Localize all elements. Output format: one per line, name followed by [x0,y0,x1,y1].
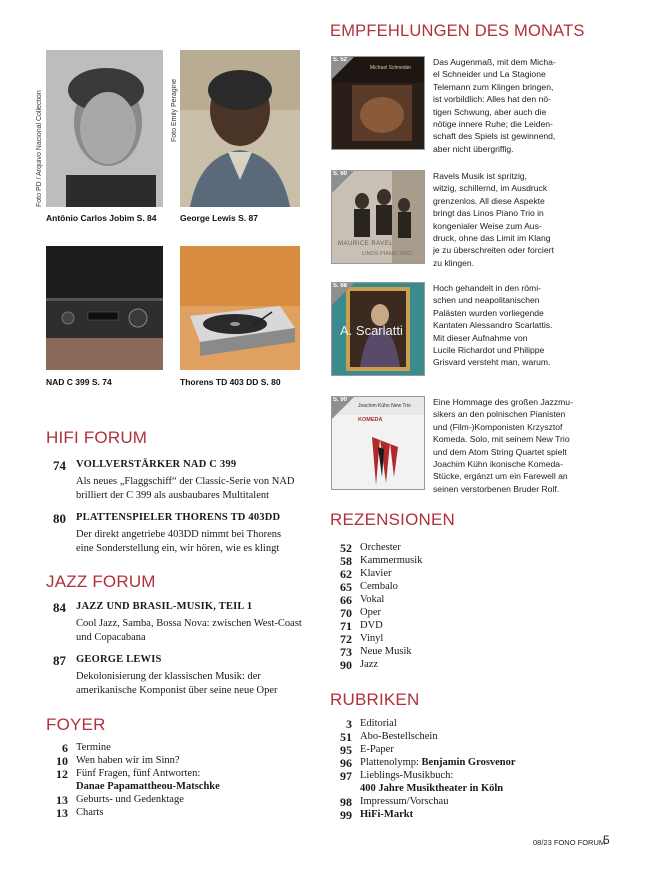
album-cover-text: Joachim Kühn New Trio [358,403,411,409]
photo-thorens [180,246,300,370]
text-line: Mit dieser Aufnahme von [433,332,528,343]
list-item [322,783,622,796]
rezensionen-list [322,542,622,672]
section-title-rezensionen: REZENSIONEN [330,510,455,529]
feature-body [76,475,295,503]
section-title-rubriken: RUBRIKEN [330,690,420,709]
feature-page-number: 74 [53,458,66,473]
list-item-label: Danae Papamattheou-Matschke [76,781,220,792]
text-line: Stücke, ergänzt um ein Farewell an [433,471,568,482]
list-item-page: 58 [340,554,352,568]
feature-thorens [40,511,310,557]
list-item-label: Geburts- und Gedenktage [76,794,184,805]
magazine-name: FONO FORUM [553,838,606,847]
list-item [38,781,298,794]
caption-lewis: George Lewis S. 87 [180,213,258,223]
feature-jazz-brasil [40,600,310,646]
list-item-page: 73 [340,645,352,659]
list-item-page: 6 [62,741,68,755]
list-item-page: 96 [340,756,352,770]
foyer-list [38,742,298,820]
photo-jobim [46,50,163,207]
feature-body [76,617,302,645]
list-item-page: 72 [340,632,352,646]
list-item-label: Klavier [360,568,392,579]
list-item-page: 97 [340,769,352,783]
list-item-label: 400 Jahre Musiktheater in Köln [360,783,504,794]
list-item-page: 65 [340,580,352,594]
list-item-page: 90 [340,658,352,672]
text-line: Eine Hommage des großen Jazzmu- [433,397,573,407]
recommendation-text [433,282,552,369]
feature-heading: VOLLVERSTÄRKER NAD C 399 [76,459,237,470]
issue-number: 08/23 [533,838,552,847]
list-item [322,555,622,568]
text-line: Hoch gehandelt in den römi- [433,283,541,293]
page-badge-text: S. 60 [333,171,348,177]
feature-heading: PLATTENSPIELER THORENS TD 403DD [76,512,281,523]
list-item-label [360,757,516,768]
feature-heading: JAZZ UND BRASIL-MUSIK, TEIL 1 [76,601,253,612]
list-item [322,594,622,607]
text-line: Joachim Kühn ikonische Komeda- [433,459,563,470]
list-item-page: 95 [340,743,352,757]
text-line: nötige innere Ruhe; die Leiden- [433,119,553,130]
list-item-label: Charts [76,807,104,818]
page-badge-text: S. 68 [333,283,348,289]
text-line: und (Film-)Komponisten Krzysztof [433,421,563,432]
list-item [322,718,622,731]
list-item [322,646,622,659]
album-cover-text: Michael Schneider [370,65,412,71]
list-item [38,794,298,807]
list-item-label-bold: Benjamin Grosvenor [421,757,516,768]
text-line: ist vorbildlich: Alles hat den nö- [433,94,551,105]
list-item [322,757,622,770]
text-line: Komeda. Solo, mit seinem New Trio [433,434,570,445]
text-line: Grisvard versteht man, warum. [433,357,551,368]
list-item-label: Editorial [360,718,397,729]
feature-heading: GEORGE LEWIS [76,654,162,665]
feature-body-line: Dekolonisierung der klassischen Musik: der [76,671,261,682]
photo-credit-lewis: Foto Emily Peragine [171,78,178,142]
text-line: schen und neapolitanischen [433,295,540,306]
list-item-label: Vinyl [360,633,384,644]
feature-body-line: brilliert der C 399 als ausbaubares Multitalent [76,490,270,501]
feature-body [76,670,277,698]
list-item-label: Kammermusik [360,555,423,566]
feature-george-lewis [40,653,310,699]
list-item-page: 3 [346,717,352,731]
feature-page-number: 87 [53,653,66,668]
recommendation-text [433,396,573,495]
list-item-label-prefix: Plattenolymp: [360,757,422,768]
feature-nad [40,458,310,504]
text-line: sikers an den polnischen Pianisten [433,409,566,420]
text-line: Palästen wurden vorliegende [433,307,544,318]
list-item [322,770,622,783]
text-line: kongenialer Weise zum Aus- [433,220,542,231]
list-item [38,742,298,755]
text-line: aber nicht übergriffig. [433,143,514,154]
rubriken-list [322,718,622,822]
album-cover-text: MAURICE RAVEL [338,241,394,247]
text-line: zu klingen. [433,257,475,268]
page-number: 5 [603,833,610,847]
list-item-label: Jazz [360,659,379,670]
list-item-page: 99 [340,808,352,822]
caption-nad: NAD C 399 S. 74 [46,377,112,387]
section-title-foyer: FOYER [46,715,106,734]
list-item [322,568,622,581]
list-item-label: Neue Musik [360,646,412,657]
list-item [322,796,622,809]
text-line: Ravels Musik ist spritzig, [433,171,528,181]
list-item-label: HiFi-Markt [360,809,414,820]
list-item-page: 10 [56,754,68,768]
list-item-label: Fünf Fragen, fünf Antworten: [76,768,201,779]
list-item [322,581,622,594]
text-line: el Schneider und La Stagione [433,69,546,80]
list-item [322,809,622,822]
list-item [38,768,298,781]
page-badge-text: S. 90 [333,397,348,403]
list-item [322,659,622,672]
list-item-label: Oper [360,607,381,618]
recommendation-text [433,170,554,269]
page-badge-text: S. 52 [333,57,348,63]
feature-body-line: Cool Jazz, Samba, Bossa Nova: zwischen West-Coast [76,618,302,629]
feature-page-number: 80 [53,511,66,526]
album-cover-text: A. Scarlatti [340,323,403,338]
album-cover-ravel [331,170,425,264]
page-footer [533,838,605,847]
list-item [322,633,622,646]
list-item-page: 62 [340,567,352,581]
section-title-empfehlungen: EMPFEHLUNGEN DES MONATS [330,22,585,40]
list-item-label: DVD [360,620,383,631]
text-line: Lucile Richardot und Philippe [433,345,545,356]
list-item-label: Termine [76,742,111,753]
photo-credit-jobim: Foto PD / Arquivo Nacional Collection [36,90,43,207]
list-item [322,607,622,620]
list-item-label: Impressum/Vorschau [360,796,449,807]
photo-lewis [180,50,300,207]
list-item-page: 13 [56,793,68,807]
text-line: grenzenlos. All diese Aspekte [433,195,545,206]
list-item [322,731,622,744]
list-item [322,744,622,757]
text-line: Telemann zum Klingen bringen, [433,81,554,92]
recommendation-text [433,56,556,155]
feature-body-line: und Copacabana [76,632,146,643]
text-line: witzig, schillernd, im Ausdruck [433,183,548,194]
list-item-label: Vokal [360,594,385,605]
list-item-page: 98 [340,795,352,809]
feature-body-line: eine Sonderstellung ein, wir hören, wie es klingt [76,543,280,554]
album-cover-komeda [331,396,425,490]
text-line: je zu überschreiten oder forciert [433,245,554,256]
list-item-page: 52 [340,541,352,555]
list-item-label: E-Paper [360,744,394,755]
text-line: tigen Schwung, aber auch die [433,106,547,117]
list-item-page: 51 [340,730,352,744]
album-cover-text-2: LINOS PIANO TRIO [362,251,412,257]
caption-thorens: Thorens TD 403 DD S. 80 [180,377,281,387]
list-item-page: 66 [340,593,352,607]
list-item [322,542,622,555]
text-line: seinen verstorbenen Bruder Rolf. [433,483,560,494]
list-item-label: Orchester [360,542,401,553]
list-item-label: Wen haben wir im Sinn? [76,755,180,766]
text-line: Kantaten Alessandro Scarlattis. [433,320,553,331]
list-item-page: 71 [340,619,352,633]
list-item [38,755,298,768]
text-line: Das Augenmaß, mit dem Micha- [433,57,556,67]
album-cover-text-2: KOMEDA [358,417,383,423]
album-cover-telemann [331,56,425,150]
text-line: druck, ohne das Limit im Klang [433,233,551,244]
list-item-page: 70 [340,606,352,620]
text-line: und dem Atom String Quartet spielt [433,446,567,457]
list-item-label: Abo-Bestellschein [360,731,438,742]
section-title-hifi: HIFI FORUM [46,428,148,447]
feature-body-line: Als neues „Flaggschiff“ der Classic-Serie von NAD [76,476,295,487]
list-item-label: Lieblings-Musikbuch: [360,770,454,781]
album-cover-scarlatti [331,282,425,376]
list-item-page: 13 [56,806,68,820]
text-line: schaft des Spiels ist gewinnend, [433,131,556,142]
photo-nad [46,246,163,370]
feature-body-line: amerikanische Komponist über seine neue Oper [76,685,278,696]
list-item-label: Cembalo [360,581,398,592]
caption-jobim: Antônio Carlos Jobim S. 84 [46,213,157,223]
feature-body [76,528,281,556]
list-item-page: 12 [56,767,68,781]
feature-page-number: 84 [53,600,66,615]
section-title-jazz: JAZZ FORUM [46,572,156,591]
list-item [38,807,298,820]
text-line: bringt das Linos Piano Trio in [433,208,544,219]
feature-body-line: Der direkt angetriebe 403DD nimmt bei Thorens [76,529,282,540]
list-item [322,620,622,633]
